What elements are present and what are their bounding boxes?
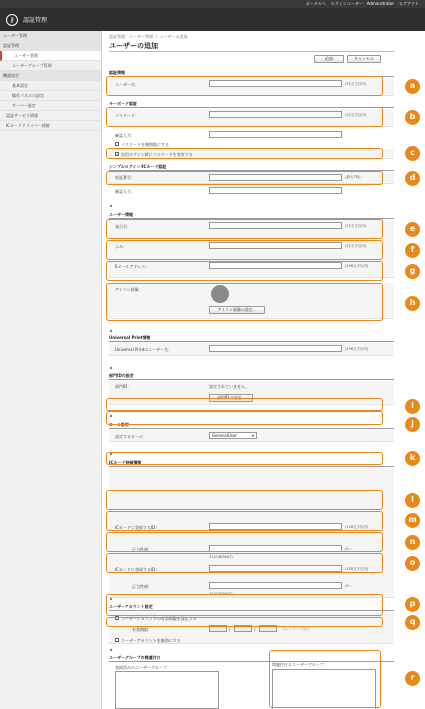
marker-i: i <box>405 399 420 414</box>
password-confirm-input[interactable] <box>209 131 342 138</box>
sidebar-group-device-settings: 機器設定 <box>0 71 101 81</box>
sidebar-item-user-groups[interactable]: ユーザーグループ管理 <box>0 61 101 71</box>
universal-input[interactable] <box>209 345 342 352</box>
callout-box-m <box>106 511 383 531</box>
ic-value2-label: 正当性値： <box>132 584 152 589</box>
up-arrow-icon[interactable]: ⌅ <box>109 203 114 209</box>
display-name-label: 表示名： <box>115 224 131 229</box>
sidebar-item-server-settings[interactable]: サーバー設定 <box>0 101 101 111</box>
up-arrow-icon[interactable]: ⌅ <box>109 365 114 371</box>
ic-id2-unit: (128文字以内) <box>345 567 369 571</box>
yomi-unit: (32文字以内) <box>345 244 367 248</box>
sidebar-item-ic-driver-info[interactable]: ICカードドライバー情報 <box>0 121 101 131</box>
marker-a: a <box>405 79 420 94</box>
callout-box-g <box>106 261 383 281</box>
app-title: 認証管理 <box>23 17 48 24</box>
dept-value: 設定されていません。 <box>209 384 250 389</box>
sidebar-item-user-management[interactable]: ユーザー管理 <box>0 31 101 41</box>
assigned-groups-label: 関連付けるユーザーグループ： <box>272 662 328 667</box>
yomi-label: よみ： <box>115 244 127 249</box>
up-arrow-icon[interactable]: ⌅ <box>109 451 114 457</box>
pin-confirm-label: 確認入力： <box>115 189 135 194</box>
ic-value1-range: 2147483647) <box>209 555 233 559</box>
page-title: ユーザーの追加 <box>109 42 158 50</box>
logout-link[interactable]: ログアウト <box>399 1 419 6</box>
divider <box>109 466 394 467</box>
cancel-button[interactable]: キャンセル <box>347 55 381 63</box>
universal-unit: (256文字以内) <box>345 347 369 351</box>
ic-value1-label: 正当性値： <box>132 547 152 552</box>
callout-box-i <box>106 398 383 411</box>
registered-groups-list[interactable] <box>115 671 219 709</box>
dept-id-button[interactable]: 部門IDの設定... <box>209 394 253 402</box>
sidebar-item-panel-settings[interactable]: 操作パネルの設定 <box>0 91 101 101</box>
section-groups-title: ユーザーグループの関連付け <box>109 655 161 660</box>
marker-f: f <box>405 243 420 258</box>
username-label: ユーザー名： <box>115 82 139 87</box>
marker-r: r <box>405 671 420 686</box>
ic-value2-range: 2147483647) <box>209 592 233 596</box>
role-label: 設定するロール： <box>115 434 147 439</box>
up-arrow-icon[interactable]: ⌅ <box>109 413 114 419</box>
callout-box-p <box>106 594 383 616</box>
marker-l: l <box>405 493 420 508</box>
email-label: Eメールアドレス： <box>115 264 150 269</box>
marker-e: e <box>405 222 420 237</box>
marker-p: p <box>405 597 420 612</box>
password-unit: (32文字以内) <box>345 113 367 117</box>
marker-j: j <box>405 417 420 432</box>
marker-k: k <box>405 451 420 466</box>
section-account-title: ユーザーアカウント設定 <box>109 604 153 609</box>
icon-image-button[interactable]: アイコン画像の設定... <box>209 306 265 314</box>
up-arrow-icon[interactable]: ⌅ <box>109 328 114 334</box>
ic-value2-input[interactable] <box>209 582 342 589</box>
key-icon: ⚷ <box>6 14 18 26</box>
callout-box-l <box>106 490 383 510</box>
pw-change-checkbox[interactable]: ✓ <box>116 152 119 156</box>
title-divider <box>109 51 394 52</box>
date-sep: / <box>254 627 256 632</box>
section-dept-title: 部門IDの設定 <box>109 373 134 378</box>
sidebar-item-basic-settings[interactable]: 基本設定 <box>0 81 101 91</box>
section-ic-title: ICカード登録情報 <box>109 460 142 465</box>
display-name-unit: (32文字以内) <box>345 224 367 228</box>
callout-box-o <box>106 553 383 573</box>
expire-label: ユーザーアカウントの有効期限を設定する <box>121 616 197 621</box>
ic-id1-label: ICカードに登録するID： <box>115 525 160 530</box>
add-button[interactable]: 追加 <box>314 55 344 63</box>
callout-box-q <box>106 617 383 627</box>
marker-m: m <box>405 513 420 528</box>
ic-value2-unit: (0～ <box>345 584 353 588</box>
role-select[interactable]: GeneralUser ▾ <box>209 432 257 439</box>
top-bar <box>0 0 425 8</box>
callout-box-d <box>106 171 383 185</box>
portal-link[interactable]: ポータルへ <box>305 1 326 6</box>
marker-h: h <box>405 296 420 311</box>
marker-o: o <box>405 556 420 571</box>
dept-label: 部門ID： <box>115 384 132 389</box>
breadcrumb: 認証管理：ユーザー管理 ＞ ユーザーの追加 <box>109 34 188 39</box>
disable-account-label: ユーザーアカウントを無効にする <box>121 638 181 643</box>
section-pin-title: シンプルログイン/ICカード認証 <box>109 164 167 169</box>
ic-id1-unit: (128文字以内) <box>345 525 369 529</box>
section-auth-title: 認証情報 <box>109 70 125 75</box>
password-confirm-label: 確認入力： <box>115 133 135 138</box>
section-role-title: ロール設定 <box>109 422 129 427</box>
callout-box-e <box>106 219 383 239</box>
callout-box-r <box>269 650 381 708</box>
divider <box>109 428 394 429</box>
username-unit: (32文字以内) <box>345 82 367 86</box>
callout-box-n <box>106 532 383 552</box>
marker-c: c <box>405 146 420 161</box>
icon-image-label: アイコン画像： <box>115 287 143 292</box>
callout-box-f <box>106 240 383 260</box>
pin-label: 暗証番号： <box>115 175 135 180</box>
callout-box-j <box>106 411 383 425</box>
callout-box-a <box>106 76 383 96</box>
section-user-info-title: ユーザー情報 <box>109 212 133 217</box>
pin-confirm-input[interactable] <box>209 187 342 194</box>
email-unit: (256文字以内) <box>345 264 369 268</box>
marker-g: g <box>405 264 420 279</box>
expire-date-label: 有効期限： <box>132 627 152 632</box>
pw-change-label: 次回ログイン時にパスワードを変更する <box>121 152 193 157</box>
sidebar-group-auth-management: 認証管理 <box>0 41 101 51</box>
password-nochange-checkbox[interactable] <box>115 142 119 146</box>
callout-box-h <box>106 283 383 321</box>
divider <box>109 379 394 380</box>
marker-q: q <box>405 615 420 630</box>
callout-box-k <box>106 452 383 465</box>
chevron-down-icon: ▾ <box>251 433 254 438</box>
marker-n: n <box>405 535 420 550</box>
marker-d: d <box>405 171 420 186</box>
password-nochange-label: パスワードを無期限にする <box>121 142 169 147</box>
login-user-label: ログインユーザー：Administrator <box>330 1 394 6</box>
ic-id2-label: ICカードに登録するID： <box>115 567 160 572</box>
callout-box-b <box>106 107 383 127</box>
disable-account-checkbox[interactable] <box>115 638 119 642</box>
sidebar-item-auth-service-info[interactable]: 認証サービス情報 <box>0 111 101 121</box>
sidebar <box>0 31 102 709</box>
section-password-title: キーボード認証 <box>109 101 137 106</box>
divider <box>109 341 394 342</box>
up-arrow-icon[interactable]: ⌅ <box>109 596 114 602</box>
sidebar-item-users[interactable]: ユーザー管理 <box>0 51 101 61</box>
pin-unit: (最大7桁) <box>345 175 361 179</box>
marker-b: b <box>405 110 420 125</box>
password-label: パスワード： <box>115 113 139 118</box>
up-arrow-icon[interactable]: ⌅ <box>109 647 114 653</box>
section-universal-title: Universal Print情報 <box>109 335 151 340</box>
calendar-hint[interactable]: カレンダーで指定 <box>282 627 310 631</box>
ic-value1-unit: (0～ <box>345 547 353 551</box>
universal-label: Universal Printのユーザー名： <box>115 347 173 352</box>
app-header <box>0 8 425 31</box>
registered-groups-label: 登録済みのユーザーグループ： <box>115 665 171 670</box>
callout-box-c <box>106 148 383 159</box>
date-sep: / <box>229 627 231 632</box>
